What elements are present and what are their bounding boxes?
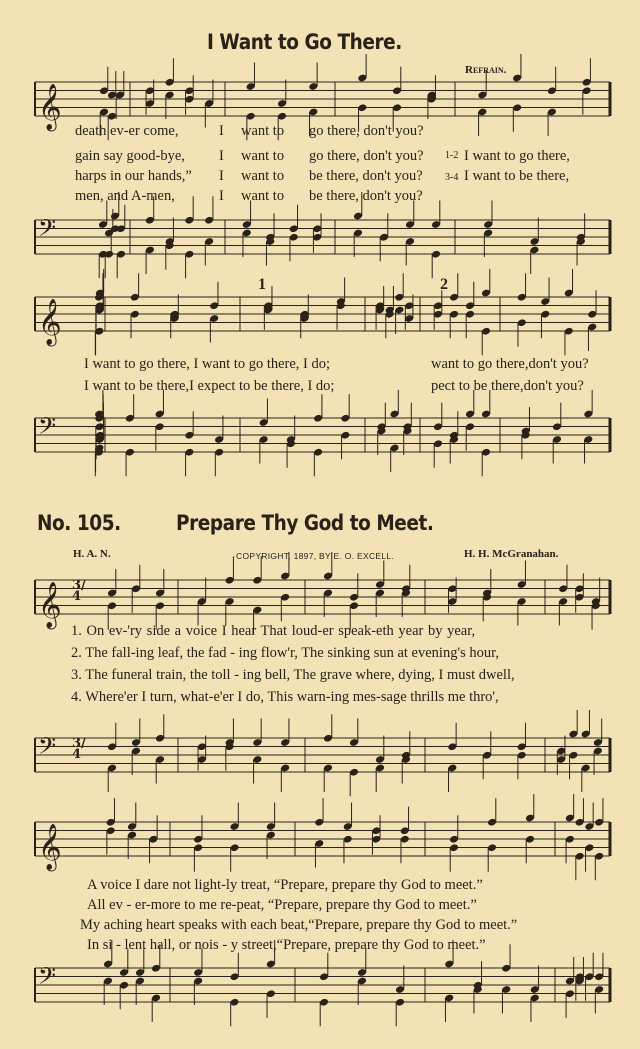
verse-line: My aching heart speaks with each beat,“Prepare, prepare thy God to meet.” [80,917,518,933]
verse-line: 3. The funeral train, the toll - ing bell, The grave where, dying, I must dwell, [71,667,515,683]
hymn-title: Prepare Thy God to Meet. [176,511,434,535]
verse-line: death ev-er come, I want to go there, don't you? [75,123,424,139]
bass-clef-icon: 𝄢 [38,412,57,445]
verse-line: 2. The fall-ing leaf, the fad - ing flow'r, The sinking sun at evening's hour, [71,645,499,661]
hymn-title: I Want to Go There. [207,30,402,54]
second-ending-mark: 2 [440,276,448,293]
first-ending-mark: 1 [258,276,266,293]
verse-line: gain say good-bye, I want to go there, don't you? 1-2 I want to go there, [75,148,570,164]
time-signature-bass: 3/4 [72,736,86,762]
refrain-line: I want to be there,I expect to be there, I do; pect to be there,don't you? [84,378,584,394]
verse-line: In si - lent hall, or nois - y street,“Prepare, prepare thy God to meet.” [87,937,486,953]
time-signature-treble: 3/4 [72,578,86,604]
copyright-notice: COPYRIGHT, 1897, BY E. O. EXCELL. [236,551,395,561]
treble-clef-icon: 𝄞 [38,582,62,628]
bass-clef-icon: 𝄢 [38,214,57,247]
verse-line: A voice I dare not light-ly treat, “Prepare, prepare thy God to meet.” [87,877,483,893]
composer-credit: H. H. McGranahan. [464,548,559,560]
bass-clef-icon: 𝄢 [38,962,57,995]
verse-line: 4. Where'er I turn, what-e'er I do, This warn-ing mes-sage thrills me thro', [71,689,499,705]
refrain-label: Refrain. [465,64,507,76]
refrain-line: I want to go there, I want to go there, I do; want to go there,don't you? [84,356,589,372]
treble-clef-icon: 𝄞 [38,299,62,345]
treble-clef-icon: 𝄞 [38,84,62,130]
hymn-number: No. 105. [37,511,121,535]
verse-line: men, and A-men, I want to be there, don't you? [75,188,423,204]
verse-line: All ev - er-more to me re-peat, “Prepare, prepare thy God to meet.” [87,897,477,913]
treble-clef-icon: 𝄞 [38,824,62,870]
bass-clef-icon: 𝄢 [38,732,57,765]
author-credit: H. A. N. [73,548,111,560]
verse-line: harps in our hands,” I want to be there, don't you? 3-4 I want to be there, [75,168,570,184]
verse-line: 1. On ev-'ry side a voice I hear That loud-er speak-eth year by year, [71,623,476,639]
